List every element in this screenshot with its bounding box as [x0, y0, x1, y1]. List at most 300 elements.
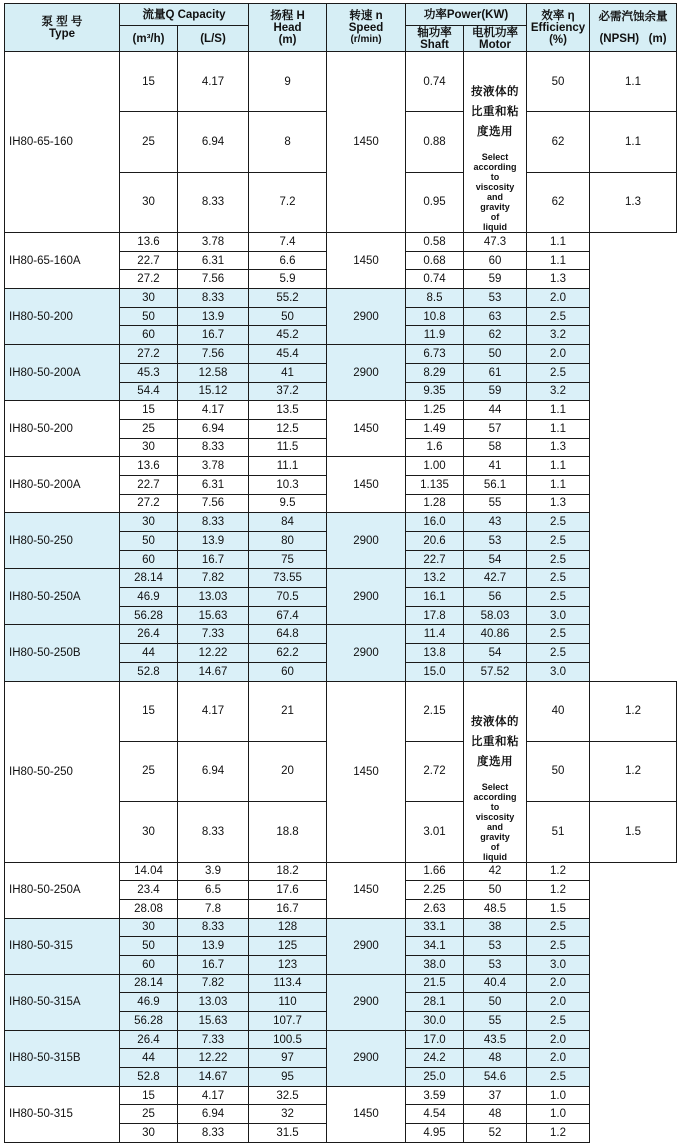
shaft-power-cell: 13.2 [406, 569, 464, 588]
speed-cell: 1450 [327, 233, 406, 289]
pump-type-cell: IH80-65-160A [5, 233, 120, 289]
efficiency-cell: 61 [464, 363, 527, 382]
capacity-m3h-cell: 44 [120, 644, 178, 663]
capacity-ls-cell: 6.94 [178, 1105, 249, 1124]
shaft-power-cell: 17.0 [406, 1030, 464, 1049]
capacity-m3h-cell: 27.2 [120, 345, 178, 364]
pump-group [5, 401, 677, 457]
capacity-ls-cell: 4.17 [178, 401, 249, 420]
capacity-ls-cell: 13.03 [178, 588, 249, 607]
shaft-power-cell: 3.01 [406, 802, 464, 862]
speed-header [327, 4, 406, 52]
npsh-cell: 2.5 [527, 937, 590, 956]
efficiency-cell: 58.03 [464, 606, 527, 625]
head-cell: 13.5 [249, 401, 327, 420]
speed-cell: 1450 [327, 401, 406, 457]
efficiency-cell: 63 [464, 307, 527, 326]
npsh-cell: 1.3 [527, 438, 590, 457]
head-cell: 75 [249, 550, 327, 569]
npsh-cell: 1.1 [527, 251, 590, 270]
shaft-power-cell: 22.7 [406, 550, 464, 569]
motor-note-en-line: Select [481, 152, 509, 162]
capacity-ls-cell: 8.33 [178, 513, 249, 532]
head-cell: 95 [249, 1068, 327, 1087]
speed-cell: 2900 [327, 1030, 406, 1086]
capacity-m3h-header: (m³/h) [120, 26, 178, 52]
efficiency-cell: 54 [464, 644, 527, 663]
capacity-m3h-cell: 15 [120, 1086, 178, 1105]
capacity-ls-cell: 14.67 [178, 662, 249, 681]
capacity-m3h-cell: 22.7 [120, 251, 178, 270]
speed-cell: 2900 [327, 345, 406, 401]
head-cell: 55.2 [249, 289, 327, 308]
head-cell: 9.5 [249, 494, 327, 513]
shaft-power-cell: 1.49 [406, 419, 464, 438]
pump-type-cell: IH80-50-250 [5, 681, 120, 862]
motor-power-note [464, 682, 526, 862]
pump-type-cell: IH80-50-250 [5, 513, 120, 569]
npsh-cell: 1.0 [527, 1105, 590, 1124]
capacity-ls-cell: 6.94 [178, 112, 249, 172]
shaft-power-cell: 8.29 [406, 363, 464, 382]
motor-note-en-line: to [490, 172, 500, 182]
shaft-power-header-zh: 轴功率 [417, 26, 452, 39]
head-header [249, 4, 327, 52]
speed-cell: 2900 [327, 974, 406, 1030]
shaft-power-cell: 10.8 [406, 307, 464, 326]
npsh-cell: 2.5 [527, 625, 590, 644]
capacity-ls-cell: 13.03 [178, 993, 249, 1012]
npsh-cell: 1.1 [527, 475, 590, 494]
efficiency-header [527, 4, 590, 52]
capacity-ls-cell: 6.94 [178, 419, 249, 438]
head-cell: 20 [249, 741, 327, 801]
capacity-m3h-cell: 15 [120, 52, 178, 112]
npsh-cell: 2.0 [527, 1049, 590, 1068]
efficiency-header-en: Efficiency [530, 21, 586, 34]
table-row [5, 918, 677, 937]
capacity-ls-cell: 4.17 [178, 681, 249, 741]
npsh-cell: 1.2 [590, 741, 677, 801]
capacity-ls-cell: 3.78 [178, 457, 249, 476]
capacity-ls-cell: 16.7 [178, 326, 249, 345]
shaft-power-cell: 1.66 [406, 862, 464, 881]
motor-note-en-line: according [473, 791, 517, 802]
head-cell: 21 [249, 681, 327, 741]
npsh-cell: 2.5 [527, 644, 590, 663]
motor-power-note-cell [464, 681, 527, 862]
pump-performance-table [4, 3, 677, 1143]
capacity-m3h-cell: 26.4 [120, 1030, 178, 1049]
shaft-power-cell: 30.0 [406, 1012, 464, 1031]
head-cell: 8 [249, 112, 327, 172]
capacity-ls-header: (L/S) [178, 26, 249, 52]
head-cell: 110 [249, 993, 327, 1012]
head-cell: 11.5 [249, 438, 327, 457]
npsh-cell: 3.0 [527, 955, 590, 974]
capacity-ls-cell: 15.63 [178, 606, 249, 625]
efficiency-cell: 40 [527, 681, 590, 741]
pump-group [5, 1030, 677, 1086]
efficiency-cell: 53 [464, 532, 527, 551]
efficiency-cell: 43.5 [464, 1030, 527, 1049]
speed-cell: 1450 [327, 681, 406, 862]
speed-cell: 1450 [327, 862, 406, 918]
capacity-m3h-cell: 15 [120, 401, 178, 420]
shaft-power-cell: 3.59 [406, 1086, 464, 1105]
shaft-power-cell: 20.6 [406, 532, 464, 551]
power-header: 功率Power(KW) [406, 4, 527, 26]
capacity-ls-cell: 7.56 [178, 270, 249, 289]
shaft-power-cell: 2.72 [406, 741, 464, 801]
shaft-power-header-en: Shaft [420, 38, 449, 51]
npsh-cell: 1.1 [527, 401, 590, 420]
head-cell: 107.7 [249, 1012, 327, 1031]
head-cell: 80 [249, 532, 327, 551]
pump-type-cell: IH80-50-200 [5, 401, 120, 457]
shaft-power-cell: 1.25 [406, 401, 464, 420]
shaft-power-cell: 28.1 [406, 993, 464, 1012]
head-cell: 7.4 [249, 233, 327, 252]
pump-group [5, 52, 677, 233]
pump-group [5, 233, 677, 289]
speed-header-zh: 转速 n [349, 9, 383, 22]
pump-type-cell: IH80-50-200A [5, 457, 120, 513]
npsh-header-en: (NPSH) (m) [599, 32, 667, 45]
npsh-cell: 2.5 [527, 513, 590, 532]
motor-note-en-line: of [490, 841, 500, 852]
table-row [5, 625, 677, 644]
efficiency-cell: 62 [527, 112, 590, 172]
speed-cell: 1450 [327, 1086, 406, 1142]
table-row [5, 513, 677, 532]
capacity-m3h-cell: 54.4 [120, 382, 178, 401]
capacity-m3h-cell: 25 [120, 112, 178, 172]
motor-note-en-line: liquid [483, 851, 507, 862]
head-cell: 64.8 [249, 625, 327, 644]
motor-note-en-line: to [490, 801, 500, 812]
efficiency-header-unit: (%) [549, 33, 567, 46]
table-header [5, 4, 677, 52]
efficiency-cell: 50 [464, 993, 527, 1012]
table-row [5, 1086, 677, 1105]
capacity-ls-cell: 13.9 [178, 307, 249, 326]
pump-type-cell: IH80-50-200 [5, 289, 120, 345]
speed-cell: 1450 [327, 52, 406, 233]
head-header-en: Head [273, 21, 302, 34]
speed-cell: 2900 [327, 289, 406, 345]
efficiency-cell: 59 [464, 382, 527, 401]
efficiency-cell: 50 [464, 881, 527, 900]
pump-group [5, 918, 677, 974]
npsh-cell: 1.1 [527, 233, 590, 252]
head-header-zh: 扬程 H [270, 9, 305, 22]
head-cell: 41 [249, 363, 327, 382]
shaft-power-cell: 17.8 [406, 606, 464, 625]
capacity-ls-cell: 16.7 [178, 955, 249, 974]
shaft-power-cell: 15.0 [406, 662, 464, 681]
shaft-power-cell: 1.6 [406, 438, 464, 457]
head-cell: 10.3 [249, 475, 327, 494]
table-row [5, 289, 677, 308]
capacity-ls-cell: 8.33 [178, 438, 249, 457]
capacity-m3h-cell: 23.4 [120, 881, 178, 900]
motor-note-en-line: and [487, 821, 504, 832]
motor-note-zh-line: 度选用 [477, 126, 514, 138]
npsh-cell: 2.5 [527, 532, 590, 551]
head-cell: 45.4 [249, 345, 327, 364]
table-row [5, 233, 677, 252]
pump-type-cell: IH80-50-200A [5, 345, 120, 401]
motor-note-en-line: viscosity [475, 811, 515, 822]
shaft-power-cell: 11.4 [406, 625, 464, 644]
efficiency-cell: 41 [464, 457, 527, 476]
speed-cell: 2900 [327, 513, 406, 569]
efficiency-cell: 48 [464, 1049, 527, 1068]
speed-header-en: Speed [348, 21, 384, 34]
shaft-power-cell: 2.15 [406, 681, 464, 741]
capacity-m3h-cell: 30 [120, 1124, 178, 1143]
head-cell: 62.2 [249, 644, 327, 663]
shaft-power-cell: 1.28 [406, 494, 464, 513]
capacity-ls-cell: 14.67 [178, 1068, 249, 1087]
efficiency-cell: 54.6 [464, 1068, 527, 1087]
pump-group [5, 1086, 677, 1142]
efficiency-cell: 50 [464, 345, 527, 364]
capacity-m3h-cell: 28.14 [120, 974, 178, 993]
npsh-cell: 1.2 [527, 1124, 590, 1143]
head-cell: 16.7 [249, 899, 327, 918]
capacity-m3h-cell: 26.4 [120, 625, 178, 644]
shaft-power-cell: 34.1 [406, 937, 464, 956]
capacity-m3h-cell: 14.04 [120, 862, 178, 881]
capacity-ls-cell: 6.31 [178, 251, 249, 270]
capacity-ls-cell: 3.78 [178, 233, 249, 252]
shaft-power-cell: 0.68 [406, 251, 464, 270]
efficiency-cell: 43 [464, 513, 527, 532]
shaft-power-cell: 4.54 [406, 1105, 464, 1124]
shaft-power-cell: 8.5 [406, 289, 464, 308]
efficiency-cell: 57.52 [464, 662, 527, 681]
efficiency-cell: 57 [464, 419, 527, 438]
pump-group [5, 862, 677, 918]
efficiency-cell: 56 [464, 588, 527, 607]
head-header-unit: (m) [278, 33, 297, 46]
shaft-power-cell: 0.95 [406, 172, 464, 232]
npsh-cell: 2.5 [527, 550, 590, 569]
capacity-m3h-cell: 27.2 [120, 270, 178, 289]
capacity-m3h-cell: 60 [120, 955, 178, 974]
capacity-m3h-cell: 30 [120, 513, 178, 532]
capacity-m3h-cell: 30 [120, 289, 178, 308]
npsh-cell: 1.5 [527, 899, 590, 918]
npsh-cell: 1.2 [590, 681, 677, 741]
pump-type-cell: IH80-50-250A [5, 862, 120, 918]
pump-type-cell: IH80-50-250A [5, 569, 120, 625]
pump-type-cell: IH80-50-315B [5, 1030, 120, 1086]
capacity-ls-cell: 7.56 [178, 345, 249, 364]
motor-power-header-zh: 电机功率 [472, 26, 519, 39]
motor-power-note [464, 52, 526, 232]
shaft-power-cell: 6.73 [406, 345, 464, 364]
capacity-ls-cell: 8.33 [178, 172, 249, 232]
efficiency-cell: 52 [464, 1124, 527, 1143]
head-cell: 100.5 [249, 1030, 327, 1049]
npsh-cell: 1.0 [527, 1086, 590, 1105]
capacity-m3h-cell: 46.9 [120, 588, 178, 607]
shaft-power-cell: 1.135 [406, 475, 464, 494]
motor-note-en-line: Select [481, 781, 509, 792]
capacity-ls-cell: 7.82 [178, 974, 249, 993]
shaft-power-cell: 0.74 [406, 52, 464, 112]
efficiency-cell: 59 [464, 270, 527, 289]
head-cell: 73.55 [249, 569, 327, 588]
speed-header-unit: (r/min) [350, 33, 382, 45]
capacity-m3h-cell: 25 [120, 419, 178, 438]
npsh-cell: 2.0 [527, 289, 590, 308]
capacity-m3h-cell: 13.6 [120, 457, 178, 476]
npsh-cell: 1.3 [527, 270, 590, 289]
head-cell: 97 [249, 1049, 327, 1068]
npsh-cell: 1.5 [590, 802, 677, 862]
capacity-m3h-cell: 60 [120, 550, 178, 569]
npsh-cell: 2.5 [527, 1068, 590, 1087]
table-row [5, 401, 677, 420]
pump-group [5, 974, 677, 1030]
capacity-m3h-cell: 50 [120, 937, 178, 956]
efficiency-cell: 54 [464, 550, 527, 569]
capacity-ls-cell: 8.33 [178, 802, 249, 862]
table-row [5, 681, 677, 741]
motor-power-header-en: Motor [479, 38, 511, 51]
npsh-cell: 2.0 [527, 974, 590, 993]
shaft-power-cell: 16.0 [406, 513, 464, 532]
efficiency-cell: 53 [464, 289, 527, 308]
motor-note-en-line: viscosity [475, 182, 515, 192]
capacity-ls-cell: 7.56 [178, 494, 249, 513]
table-row [5, 974, 677, 993]
head-cell: 67.4 [249, 606, 327, 625]
shaft-power-cell: 2.63 [406, 899, 464, 918]
capacity-m3h-cell: 46.9 [120, 993, 178, 1012]
pump-group [5, 513, 677, 569]
capacity-ls-cell: 16.7 [178, 550, 249, 569]
shaft-power-cell: 0.88 [406, 112, 464, 172]
npsh-cell: 3.2 [527, 326, 590, 345]
motor-note-en-line: gravity [480, 831, 510, 842]
motor-note-zh-line: 比重和粘 [471, 735, 520, 748]
npsh-cell: 2.5 [527, 363, 590, 382]
head-cell: 37.2 [249, 382, 327, 401]
npsh-cell: 2.0 [527, 1030, 590, 1049]
shaft-power-header [406, 26, 464, 52]
motor-power-header [464, 26, 527, 52]
efficiency-cell: 53 [464, 955, 527, 974]
motor-note-en-line: gravity [480, 202, 510, 212]
shaft-power-cell: 2.25 [406, 881, 464, 900]
head-cell: 31.5 [249, 1124, 327, 1143]
npsh-cell: 2.0 [527, 993, 590, 1012]
type-header [5, 4, 120, 52]
head-cell: 123 [249, 955, 327, 974]
speed-cell: 2900 [327, 569, 406, 625]
capacity-m3h-cell: 22.7 [120, 475, 178, 494]
shaft-power-cell: 16.1 [406, 588, 464, 607]
capacity-m3h-cell: 30 [120, 918, 178, 937]
efficiency-cell: 48.5 [464, 899, 527, 918]
capacity-ls-cell: 7.82 [178, 569, 249, 588]
pump-type-cell: IH80-50-315 [5, 918, 120, 974]
head-cell: 32 [249, 1105, 327, 1124]
capacity-m3h-cell: 60 [120, 326, 178, 345]
motor-note-zh-line: 按液体的 [471, 86, 520, 98]
npsh-cell: 1.3 [590, 172, 677, 232]
efficiency-cell: 47.3 [464, 233, 527, 252]
capacity-ls-cell: 3.9 [178, 862, 249, 881]
table-row [5, 569, 677, 588]
capacity-m3h-cell: 44 [120, 1049, 178, 1068]
npsh-cell: 1.3 [527, 494, 590, 513]
capacity-ls-cell: 15.63 [178, 1012, 249, 1031]
motor-note-en [474, 782, 517, 862]
efficiency-cell: 55 [464, 494, 527, 513]
table-row [5, 345, 677, 364]
shaft-power-cell: 24.2 [406, 1049, 464, 1068]
head-cell: 45.2 [249, 326, 327, 345]
npsh-cell: 2.5 [527, 569, 590, 588]
capacity-ls-cell: 7.8 [178, 899, 249, 918]
shaft-power-cell: 11.9 [406, 326, 464, 345]
capacity-ls-cell: 7.33 [178, 1030, 249, 1049]
npsh-cell: 1.1 [590, 112, 677, 172]
shaft-power-cell: 38.0 [406, 955, 464, 974]
type-header-zh: 泵 型 号 [41, 15, 83, 28]
capacity-m3h-cell: 25 [120, 741, 178, 801]
motor-note-zh-line: 比重和粘 [471, 106, 520, 118]
speed-cell: 2900 [327, 918, 406, 974]
efficiency-cell: 53 [464, 937, 527, 956]
table-row [5, 52, 677, 112]
head-cell: 50 [249, 307, 327, 326]
capacity-ls-cell: 6.31 [178, 475, 249, 494]
speed-cell: 1450 [327, 457, 406, 513]
efficiency-cell: 42.7 [464, 569, 527, 588]
capacity-header: 流量Q Capacity [120, 4, 249, 26]
efficiency-cell: 48 [464, 1105, 527, 1124]
capacity-m3h-cell: 30 [120, 172, 178, 232]
efficiency-cell: 56.1 [464, 475, 527, 494]
motor-note-en-line: of [490, 212, 500, 222]
capacity-ls-cell: 12.22 [178, 1049, 249, 1068]
efficiency-cell: 51 [527, 802, 590, 862]
efficiency-cell: 40.4 [464, 974, 527, 993]
shaft-power-cell: 0.58 [406, 233, 464, 252]
head-cell: 9 [249, 52, 327, 112]
capacity-ls-cell: 13.9 [178, 937, 249, 956]
table-row [5, 1030, 677, 1049]
motor-note-zh-line: 度选用 [477, 755, 514, 768]
capacity-m3h-cell: 56.28 [120, 606, 178, 625]
pump-group [5, 457, 677, 513]
capacity-ls-cell: 12.58 [178, 363, 249, 382]
efficiency-cell: 50 [527, 52, 590, 112]
capacity-ls-cell: 7.33 [178, 625, 249, 644]
capacity-m3h-cell: 28.08 [120, 899, 178, 918]
speed-cell: 2900 [327, 625, 406, 681]
capacity-m3h-cell: 56.28 [120, 1012, 178, 1031]
capacity-m3h-cell: 27.2 [120, 494, 178, 513]
head-cell: 125 [249, 937, 327, 956]
